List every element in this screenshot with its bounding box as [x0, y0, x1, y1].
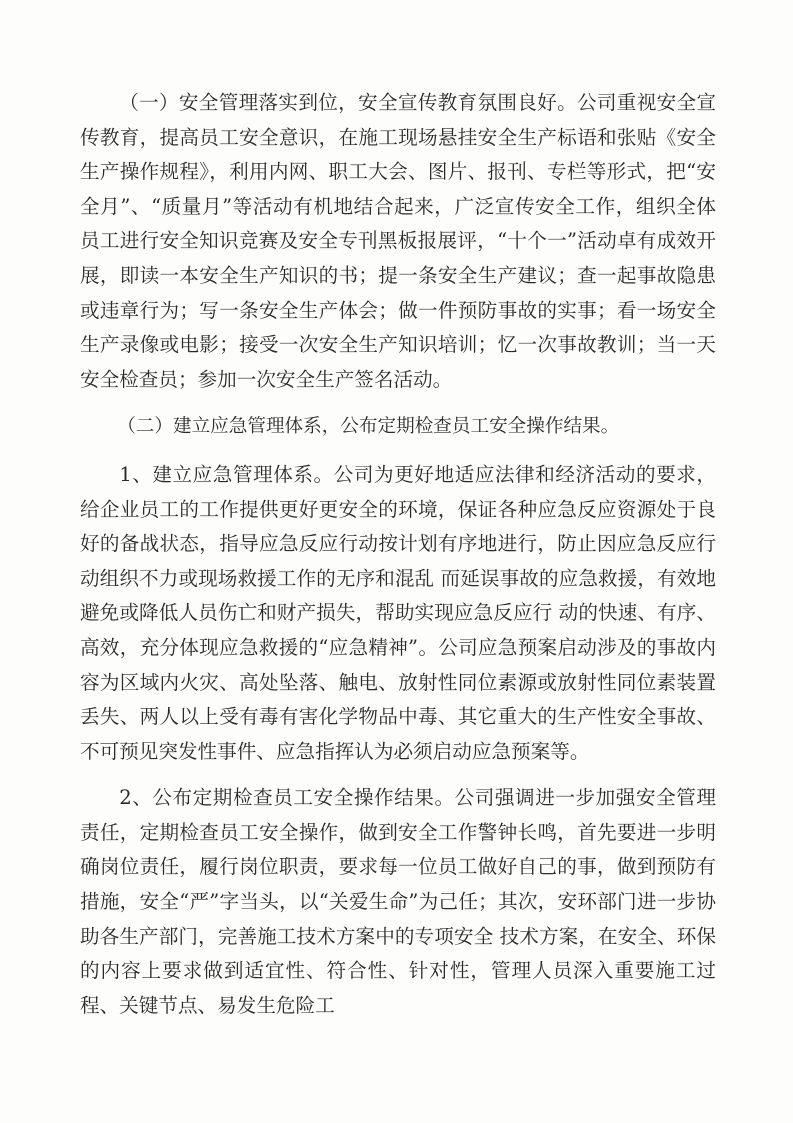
- paragraph-emergency-system: 1、建立应急管理体系。公司为更好地适应法律和经济活动的要求，给企业员工的工作提供更好更安全的环境，保证各种应急反应资源处于良好的备战状态，指导应急反应行动按计划有序地进行，防止因应急反应行动组织不力或现场救援工作的无序和混乱 而延误事故的应急救援，有效地避免或降低人员伤亡和财产损失，帮助实现应急反应行 动的快速、有序、高效，充分体现应急救援的“应急精神”。公司应急预案启动涉及的事故内容为区域内火灾、高处坠落、触电、放射性同位素源或放射性同位素装置丢失、两人以上受有毒有害化学物品中毒、其它重大的生产性安全事故、不可预见突发性事件、应急指挥认为必须启动应急预案等。: [80, 462, 716, 763]
- paragraph-safety-management: （一）安全管理落实到位，安全宣传教育氛围良好。公司重视安全宣传教育，提高员工安全意识，在施工现场悬挂安全生产标语和张贴《安全生产操作规程》，利用内网、职工大会、图片、报刊、专栏等形式，把“安全月”、“质量月”等活动有机地结合起来，广泛宣传安全工作，组织全体员工进行安全知识竞赛及安全专刊黑板报展评，“十个一”活动卓有成效开展，即读一本安全生产知识的书；提一条安全生产建议；查一起事故隐患或违章行为；写一条安全生产体会；做一件预防事故的实事；看一场安全 生产录像或电影；接受一次安全生产知识培训；忆一次事故教训；当一天安全检查员；参加一次安全生产签名活动。: [80, 91, 716, 391]
- paragraph-inspection-results: 2、公布定期检查员工安全操作结果。公司强调进一步加强安全管理责任，定期检查员工安全操作，做到安全工作警钟长鸣，首先要进一步明确岗位责任，履行岗位职责，要求每一位员工做好自己的事，做到预防有措施，安全“严”字当头，以“关爱生命”为己任；其次，安环部门进一步协助各生产部门，完善施工技术方案中的专项安全 技术方案，在安全、环保的内容上要求做到适宜性、符合性、针对性，管理人员深入重要施工过程、关键节点、易发生危险工: [80, 786, 716, 1017]
- document-body: [80, 86, 716, 1023]
- paragraph-emergency-heading: （二）建立应急管理体系，公布定期检查员工安全操作结果。: [117, 416, 620, 438]
